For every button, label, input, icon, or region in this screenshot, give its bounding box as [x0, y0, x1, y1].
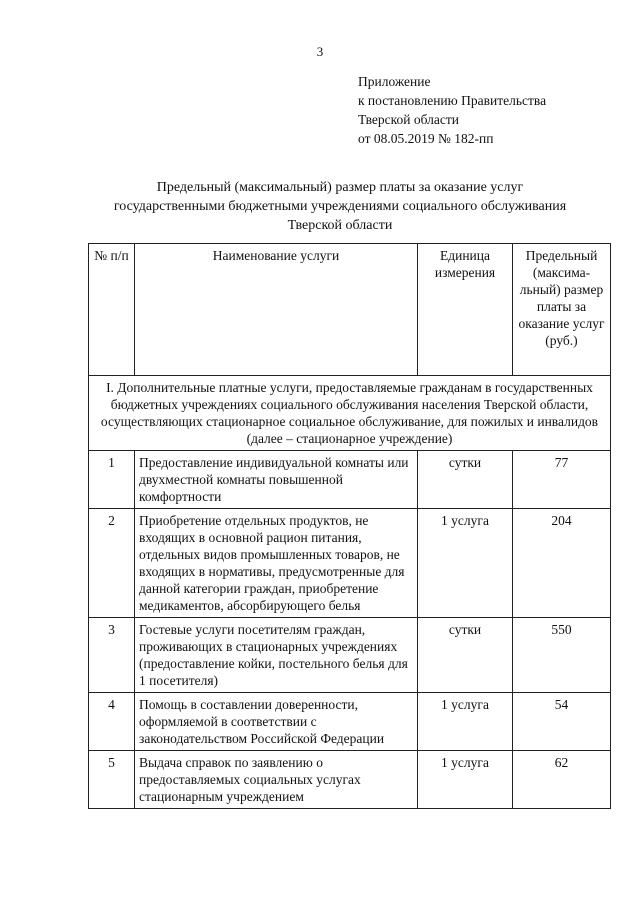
appendix-line: Приложение — [358, 74, 431, 89]
row-unit: 1 услуга — [418, 751, 513, 809]
services-table — [88, 243, 611, 809]
table-row — [89, 618, 611, 693]
header-max-price: Предельный (максима-льный) размер платы за оказание услуг (руб.) — [513, 244, 611, 376]
row-service-name: Гостевые услуги посетителям граждан, проживающих в стационарных учреждениях (предоставление койки, постельного белья для 1 посетителя) — [135, 618, 418, 693]
appendix-line: к постановлению Правительства — [358, 93, 547, 108]
page-number: 3 — [316, 44, 324, 59]
table-header-row — [89, 244, 611, 376]
row-price: 550 — [513, 618, 611, 693]
appendix-line: от 08.05.2019 № 182-пп — [358, 131, 494, 146]
appendix-block — [358, 72, 628, 148]
row-price: 77 — [513, 451, 611, 509]
row-number: 2 — [89, 509, 135, 618]
table-row — [89, 693, 611, 751]
title-line: государственными бюджетными учреждениями социального обслуживания — [113, 199, 567, 214]
row-unit: сутки — [418, 451, 513, 509]
table-row — [89, 751, 611, 809]
row-price: 204 — [513, 509, 611, 618]
row-unit: 1 услуга — [418, 509, 513, 618]
row-price: 54 — [513, 693, 611, 751]
header-service-name: Наименование услуги — [135, 244, 418, 376]
row-number: 3 — [89, 618, 135, 693]
row-service-name: Приобретение отдельных продуктов, не входящих в основной рацион питания, отдельных видов промышленных товаров, не входящих в нормативы, предусмотренные для данной категории граждан, приобретение медикаментов, абсорбирующего белья — [135, 509, 418, 618]
row-price: 62 — [513, 751, 611, 809]
row-unit: сутки — [418, 618, 513, 693]
row-service-name: Предоставление индивидуальной комнаты или двухместной комнаты повышенной комфортности — [135, 451, 418, 509]
section-row — [89, 376, 611, 451]
appendix-line: Тверской области — [358, 112, 459, 127]
document-title — [60, 178, 620, 235]
header-unit: Единица измерения — [418, 244, 513, 376]
row-number: 5 — [89, 751, 135, 809]
header-number: № п/п — [89, 244, 135, 376]
row-service-name: Помощь в составлении доверенности, оформляемой в соответствии с законодательством Российской Федерации — [135, 693, 418, 751]
table-row — [89, 509, 611, 618]
row-number: 4 — [89, 693, 135, 751]
title-line: Предельный (максимальный) размер платы за оказание услуг — [156, 180, 524, 195]
row-unit: 1 услуга — [418, 693, 513, 751]
title-line: Тверской области — [287, 218, 393, 233]
section-heading: I. Дополнительные платные услуги, предоставляемые гражданам в государственных бюджетных учреждениях социального обслуживания населения Тверской области, осуществляющих стационарное социальное обслуживание, для пожилых и инвалидов (далее – стационарное учреждение) — [89, 376, 611, 451]
row-number: 1 — [89, 451, 135, 509]
row-service-name: Выдача справок по заявлению о предоставляемых социальных услугах стационарным учреждением — [135, 751, 418, 809]
table-row — [89, 451, 611, 509]
